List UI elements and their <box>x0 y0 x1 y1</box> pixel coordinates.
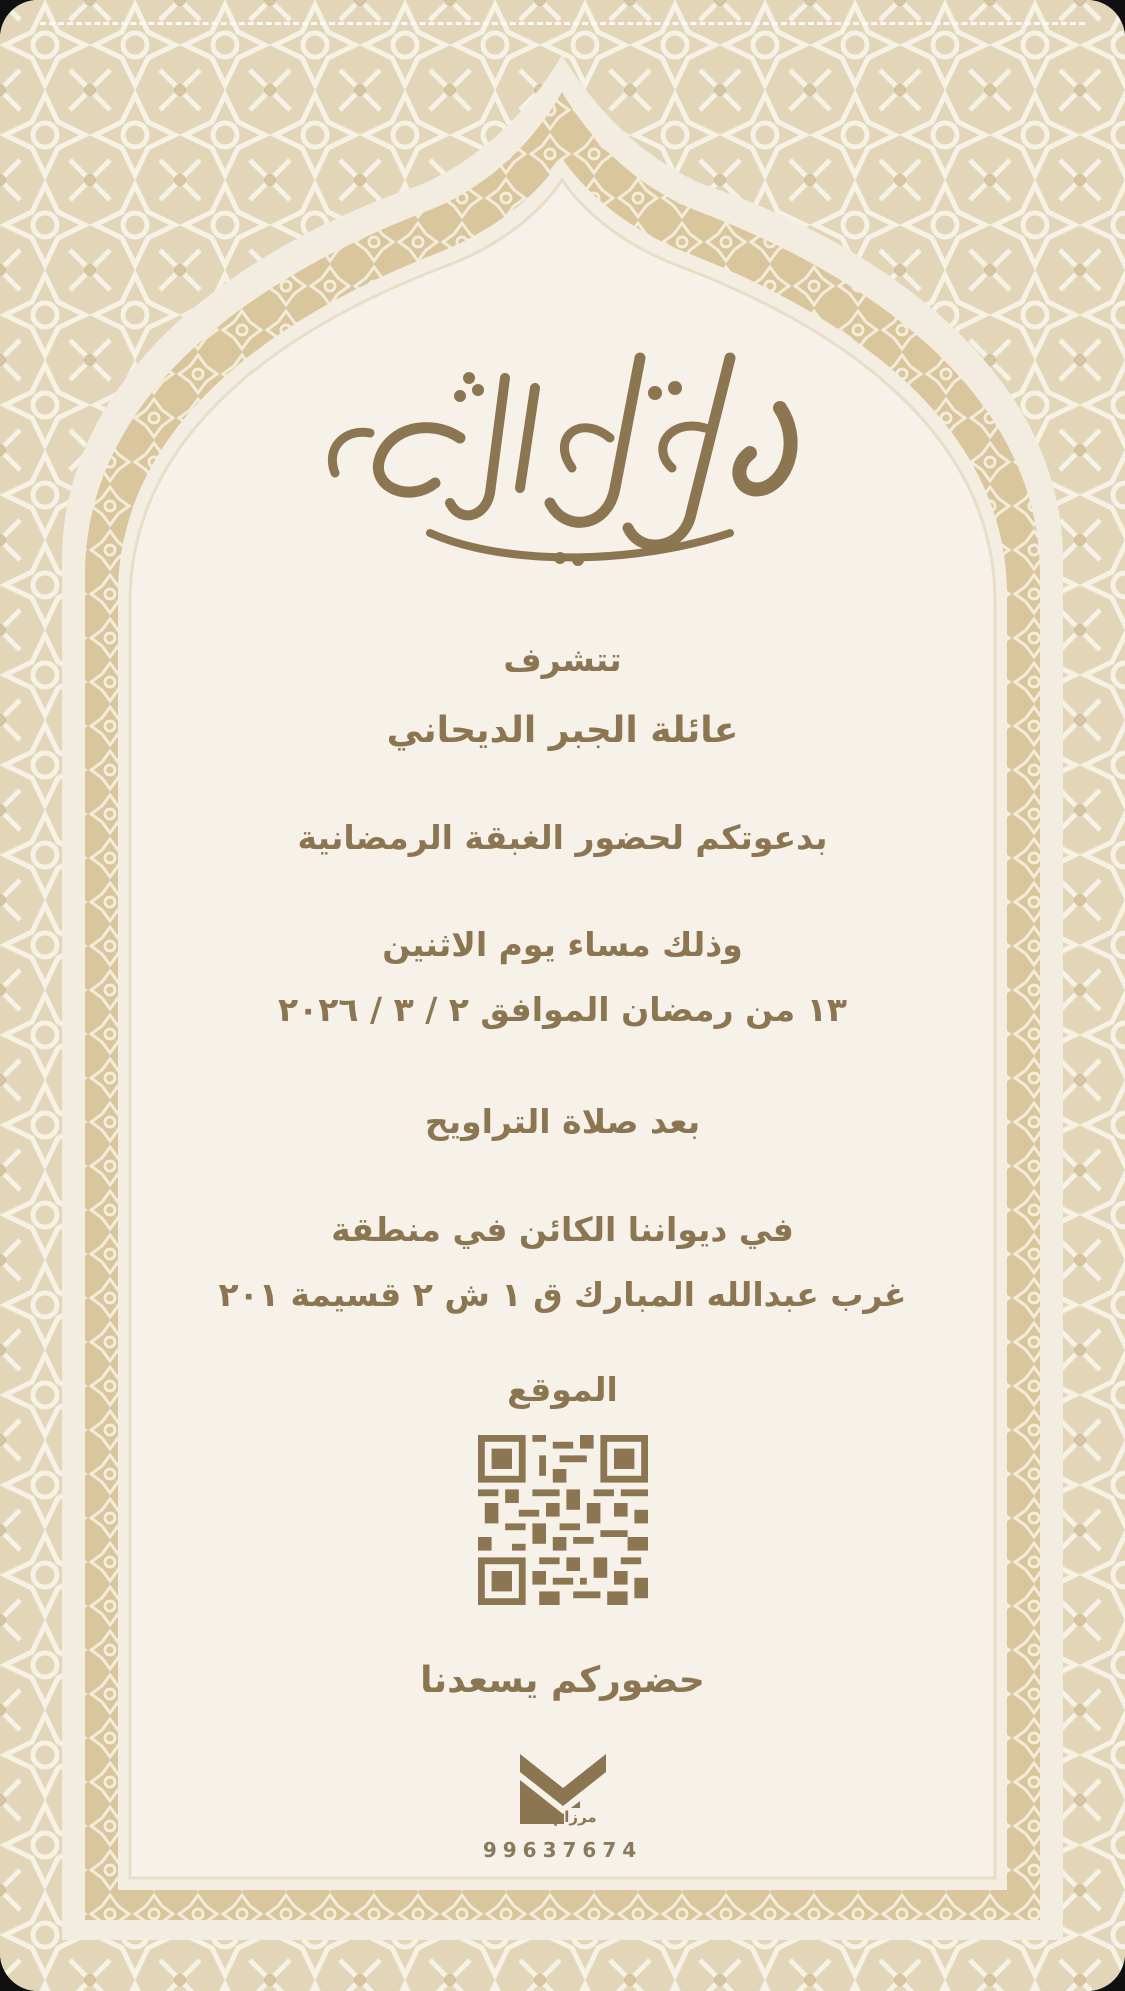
calligraphy-mubarak-alaikum-alshahr <box>310 318 815 588</box>
closing-line: حضوركم يسعدنا <box>420 1660 705 1701</box>
brand-phone: 99637674 <box>482 1838 643 1862</box>
time-note: بعد صلاة التراويح <box>424 1102 701 1141</box>
top-dashed-line <box>40 22 1085 25</box>
venue-line-1: في ديواننا الكائن في منطقة <box>331 1210 794 1249</box>
host-family-name: عائلة الجبر الديحاني <box>386 710 739 751</box>
location-label: الموقع <box>507 1370 618 1409</box>
date-line-2: ١٣ من رمضان الموافق ٢ / ٣ / ٢٠٢٦ <box>277 990 848 1029</box>
invitation-line: بدعوتكم لحضور الغبقة الرمضانية <box>297 818 828 857</box>
brand-name: مرزام <box>553 1808 597 1826</box>
location-qr-code[interactable] <box>478 1435 648 1605</box>
host-intro: تتشرف <box>503 640 622 679</box>
venue-line-2: غرب عبدالله المبارك ق ١ ش ٢ قسيمة ٢٠١ <box>218 1275 907 1314</box>
date-line-1: وذلك مساء يوم الاثنين <box>382 925 743 964</box>
